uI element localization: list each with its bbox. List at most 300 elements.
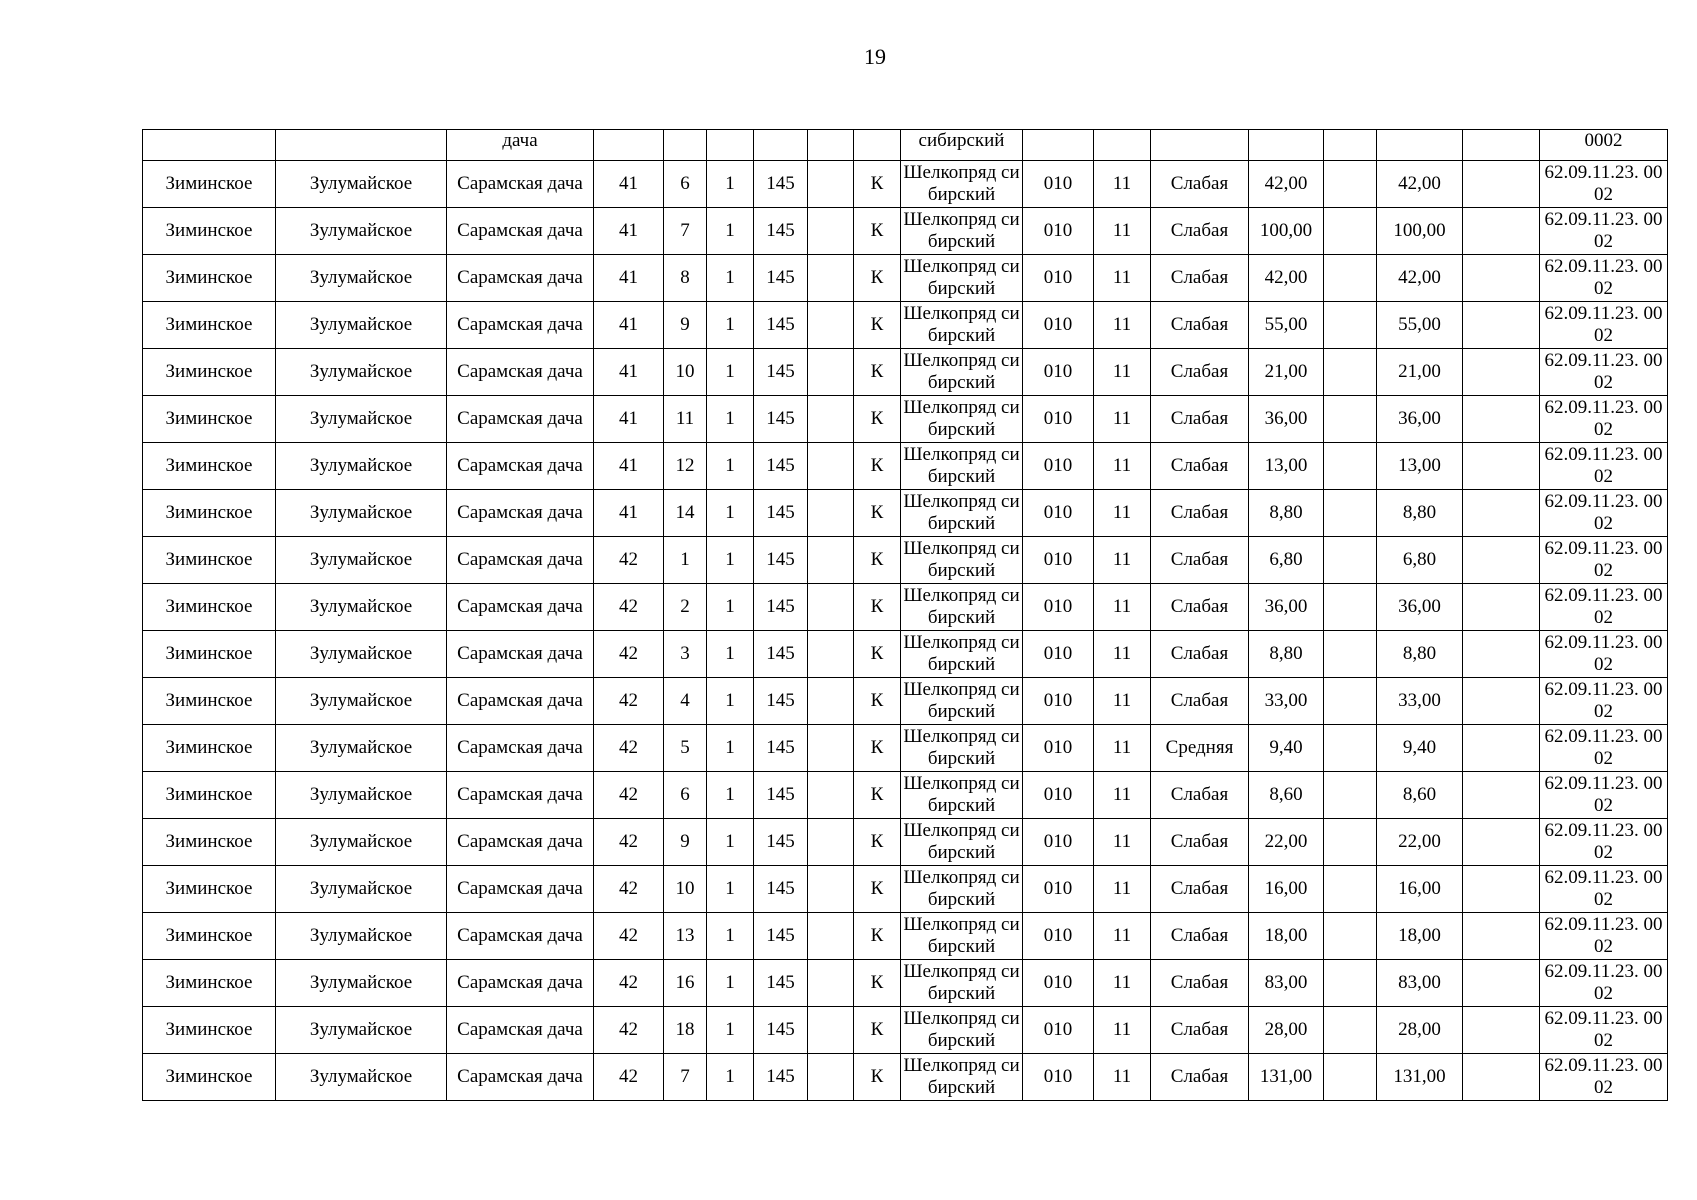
cell-section: 11 <box>664 396 707 443</box>
cell-quarter: 42 <box>594 631 664 678</box>
cell-area-total <box>1249 130 1324 161</box>
cell-record-number: 62.09.11.23. 0002 <box>1540 443 1668 490</box>
cell-code-145: 145 <box>754 584 808 631</box>
cell-dacha: Сарамская дача <box>447 725 594 772</box>
cell-code-010: 010 <box>1023 396 1094 443</box>
table-row <box>143 866 1668 913</box>
table-row <box>143 819 1668 866</box>
cell-area-affected: 36,00 <box>1377 584 1463 631</box>
cell-pest: Шелкопряд сибирский <box>901 866 1023 913</box>
cell-empty-2 <box>1324 537 1377 584</box>
cell-dacha: Сарамская дача <box>447 960 594 1007</box>
cell-forestry <box>276 130 447 161</box>
cell-forestry: Зулумайское <box>276 584 447 631</box>
cell-record-number: 62.09.11.23. 0002 <box>1540 1007 1668 1054</box>
table-row <box>143 678 1668 725</box>
cell-empty-3 <box>1463 302 1540 349</box>
cell-species: К <box>854 396 901 443</box>
cell-empty-1 <box>808 443 854 490</box>
cell-quarter <box>594 130 664 161</box>
cell-record-number: 62.09.11.23. 0002 <box>1540 772 1668 819</box>
cell-record-number: 62.09.11.23. 0002 <box>1540 396 1668 443</box>
cell-empty-2 <box>1324 130 1377 161</box>
cell-municipality: Зиминское <box>143 1054 276 1101</box>
cell-quarter: 41 <box>594 302 664 349</box>
cell-quarter: 41 <box>594 208 664 255</box>
cell-area-affected: 8,80 <box>1377 490 1463 537</box>
cell-code-145: 145 <box>754 161 808 208</box>
cell-area-affected: 13,00 <box>1377 443 1463 490</box>
cell-code-145: 145 <box>754 913 808 960</box>
cell-pest: Шелкопряд сибирский <box>901 208 1023 255</box>
cell-severity: Слабая <box>1151 584 1249 631</box>
cell-empty-1 <box>808 349 854 396</box>
cell-severity: Слабая <box>1151 960 1249 1007</box>
table-row <box>143 349 1668 396</box>
cell-section <box>664 130 707 161</box>
cell-area-total: 13,00 <box>1249 443 1324 490</box>
cell-empty-2 <box>1324 960 1377 1007</box>
cell-code-145: 145 <box>754 349 808 396</box>
cell-municipality: Зиминское <box>143 819 276 866</box>
cell-code-11: 11 <box>1094 678 1151 725</box>
cell-forestry: Зулумайское <box>276 866 447 913</box>
cell-dacha: Сарамская дача <box>447 161 594 208</box>
table-row <box>143 537 1668 584</box>
cell-area-total: 36,00 <box>1249 396 1324 443</box>
cell-area-total: 55,00 <box>1249 302 1324 349</box>
cell-section: 6 <box>664 161 707 208</box>
cell-empty-1 <box>808 913 854 960</box>
cell-section: 4 <box>664 678 707 725</box>
cell-record-number: 62.09.11.23. 0002 <box>1540 161 1668 208</box>
cell-code-010: 010 <box>1023 725 1094 772</box>
table-row <box>143 913 1668 960</box>
cell-empty-2 <box>1324 255 1377 302</box>
cell-dacha: Сарамская дача <box>447 678 594 725</box>
cell-code-11: 11 <box>1094 772 1151 819</box>
cell-forestry: Зулумайское <box>276 396 447 443</box>
cell-empty-3 <box>1463 161 1540 208</box>
cell-municipality: Зиминское <box>143 866 276 913</box>
cell-municipality: Зиминское <box>143 349 276 396</box>
cell-species <box>854 130 901 161</box>
cell-code-11: 11 <box>1094 725 1151 772</box>
cell-dacha: Сарамская дача <box>447 772 594 819</box>
cell-empty-3 <box>1463 208 1540 255</box>
cell-quarter: 41 <box>594 255 664 302</box>
cell-section: 6 <box>664 772 707 819</box>
cell-empty-1 <box>808 396 854 443</box>
cell-empty-3 <box>1463 866 1540 913</box>
cell-severity: Слабая <box>1151 349 1249 396</box>
cell-forestry: Зулумайское <box>276 537 447 584</box>
cell-code-010: 010 <box>1023 678 1094 725</box>
cell-dacha: Сарамская дача <box>447 1007 594 1054</box>
cell-subsection: 1 <box>707 208 754 255</box>
cell-code-010: 010 <box>1023 349 1094 396</box>
cell-code-010: 010 <box>1023 631 1094 678</box>
cell-subsection: 1 <box>707 161 754 208</box>
cell-severity: Средняя <box>1151 725 1249 772</box>
cell-empty-1 <box>808 302 854 349</box>
cell-empty-3 <box>1463 819 1540 866</box>
cell-pest: Шелкопряд сибирский <box>901 819 1023 866</box>
table-row <box>143 396 1668 443</box>
cell-quarter: 42 <box>594 772 664 819</box>
cell-subsection: 1 <box>707 819 754 866</box>
cell-severity <box>1151 130 1249 161</box>
table-row <box>143 490 1668 537</box>
cell-dacha: Сарамская дача <box>447 443 594 490</box>
cell-empty-1 <box>808 537 854 584</box>
cell-forestry: Зулумайское <box>276 772 447 819</box>
cell-code-11: 11 <box>1094 208 1151 255</box>
cell-municipality: Зиминское <box>143 302 276 349</box>
cell-record-number: 62.09.11.23. 0002 <box>1540 302 1668 349</box>
cell-area-affected: 42,00 <box>1377 161 1463 208</box>
cell-quarter: 41 <box>594 443 664 490</box>
cell-empty-2 <box>1324 1054 1377 1101</box>
cell-record-number: 62.09.11.23. 0002 <box>1540 255 1668 302</box>
cell-species: К <box>854 1054 901 1101</box>
table-row <box>143 1054 1668 1101</box>
table-row <box>143 208 1668 255</box>
cell-empty-1 <box>808 490 854 537</box>
cell-pest: Шелкопряд сибирский <box>901 1054 1023 1101</box>
cell-area-total: 83,00 <box>1249 960 1324 1007</box>
cell-empty-3 <box>1463 1054 1540 1101</box>
cell-code-11: 11 <box>1094 819 1151 866</box>
cell-code-010: 010 <box>1023 302 1094 349</box>
cell-empty-1 <box>808 1054 854 1101</box>
cell-municipality: Зиминское <box>143 255 276 302</box>
cell-code-010: 010 <box>1023 1054 1094 1101</box>
cell-area-total: 42,00 <box>1249 161 1324 208</box>
cell-subsection: 1 <box>707 678 754 725</box>
cell-pest: Шелкопряд сибирский <box>901 725 1023 772</box>
table-row <box>143 161 1668 208</box>
cell-municipality: Зиминское <box>143 537 276 584</box>
cell-pest: Шелкопряд сибирский <box>901 161 1023 208</box>
cell-severity: Слабая <box>1151 396 1249 443</box>
cell-quarter: 42 <box>594 725 664 772</box>
cell-species: К <box>854 772 901 819</box>
cell-municipality: Зиминское <box>143 396 276 443</box>
cell-species: К <box>854 913 901 960</box>
cell-pest: Шелкопряд сибирский <box>901 302 1023 349</box>
cell-code-11: 11 <box>1094 1054 1151 1101</box>
cell-pest: Шелкопряд сибирский <box>901 443 1023 490</box>
cell-pest: Шелкопряд сибирский <box>901 678 1023 725</box>
cell-empty-2 <box>1324 631 1377 678</box>
cell-subsection: 1 <box>707 772 754 819</box>
cell-record-number: 62.09.11.23. 0002 <box>1540 584 1668 631</box>
cell-area-affected: 9,40 <box>1377 725 1463 772</box>
cell-municipality: Зиминское <box>143 161 276 208</box>
cell-empty-1 <box>808 819 854 866</box>
cell-section: 2 <box>664 584 707 631</box>
cell-code-145: 145 <box>754 255 808 302</box>
cell-empty-2 <box>1324 584 1377 631</box>
cell-area-total: 9,40 <box>1249 725 1324 772</box>
cell-code-11: 11 <box>1094 537 1151 584</box>
cell-code-010: 010 <box>1023 819 1094 866</box>
cell-code-11: 11 <box>1094 302 1151 349</box>
cell-quarter: 42 <box>594 678 664 725</box>
cell-municipality: Зиминское <box>143 208 276 255</box>
cell-code-145: 145 <box>754 1054 808 1101</box>
cell-forestry: Зулумайское <box>276 725 447 772</box>
cell-forestry: Зулумайское <box>276 349 447 396</box>
cell-quarter: 42 <box>594 1007 664 1054</box>
cell-forestry: Зулумайское <box>276 208 447 255</box>
cell-section: 5 <box>664 725 707 772</box>
cell-code-11: 11 <box>1094 349 1151 396</box>
cell-empty-2 <box>1324 1007 1377 1054</box>
table-row <box>143 1007 1668 1054</box>
cell-subsection: 1 <box>707 1054 754 1101</box>
cell-area-affected: 131,00 <box>1377 1054 1463 1101</box>
cell-empty-1 <box>808 255 854 302</box>
cell-section: 18 <box>664 1007 707 1054</box>
cell-severity: Слабая <box>1151 819 1249 866</box>
cell-section: 14 <box>664 490 707 537</box>
cell-area-affected: 42,00 <box>1377 255 1463 302</box>
cell-subsection: 1 <box>707 255 754 302</box>
cell-severity: Слабая <box>1151 913 1249 960</box>
cell-dacha: Сарамская дача <box>447 490 594 537</box>
cell-dacha: Сарамская дача <box>447 537 594 584</box>
cell-record-number: 62.09.11.23. 0002 <box>1540 1054 1668 1101</box>
cell-dacha: дача <box>447 130 594 161</box>
cell-pest: Шелкопряд сибирский <box>901 913 1023 960</box>
cell-code-010: 010 <box>1023 208 1094 255</box>
cell-area-total: 42,00 <box>1249 255 1324 302</box>
cell-area-affected <box>1377 130 1463 161</box>
cell-area-total: 8,80 <box>1249 631 1324 678</box>
cell-code-145: 145 <box>754 1007 808 1054</box>
cell-municipality: Зиминское <box>143 913 276 960</box>
cell-code-010: 010 <box>1023 537 1094 584</box>
cell-quarter: 42 <box>594 913 664 960</box>
cell-empty-2 <box>1324 772 1377 819</box>
cell-code-11: 11 <box>1094 866 1151 913</box>
cell-code-11: 11 <box>1094 255 1151 302</box>
cell-area-affected: 33,00 <box>1377 678 1463 725</box>
cell-empty-1 <box>808 678 854 725</box>
cell-record-number: 62.09.11.23. 0002 <box>1540 866 1668 913</box>
cell-severity: Слабая <box>1151 208 1249 255</box>
cell-section: 3 <box>664 631 707 678</box>
cell-subsection <box>707 130 754 161</box>
cell-species: К <box>854 255 901 302</box>
cell-empty-2 <box>1324 349 1377 396</box>
cell-empty-3 <box>1463 396 1540 443</box>
cell-municipality: Зиминское <box>143 584 276 631</box>
cell-section: 1 <box>664 537 707 584</box>
cell-quarter: 42 <box>594 537 664 584</box>
cell-code-010: 010 <box>1023 1007 1094 1054</box>
cell-pest: Шелкопряд сибирский <box>901 490 1023 537</box>
cell-empty-3 <box>1463 443 1540 490</box>
cell-pest: Шелкопряд сибирский <box>901 396 1023 443</box>
cell-code-145: 145 <box>754 302 808 349</box>
cell-record-number: 0002 <box>1540 130 1668 161</box>
cell-empty-3 <box>1463 349 1540 396</box>
cell-section: 7 <box>664 1054 707 1101</box>
cell-code-010: 010 <box>1023 490 1094 537</box>
table-row <box>143 255 1668 302</box>
cell-pest: Шелкопряд сибирский <box>901 255 1023 302</box>
cell-subsection: 1 <box>707 302 754 349</box>
cell-species: К <box>854 819 901 866</box>
cell-empty-3 <box>1463 631 1540 678</box>
cell-species: К <box>854 161 901 208</box>
cell-record-number: 62.09.11.23. 0002 <box>1540 537 1668 584</box>
cell-dacha: Сарамская дача <box>447 631 594 678</box>
cell-dacha: Сарамская дача <box>447 584 594 631</box>
cell-area-affected: 21,00 <box>1377 349 1463 396</box>
table-row <box>143 725 1668 772</box>
cell-forestry: Зулумайское <box>276 443 447 490</box>
cell-species: К <box>854 1007 901 1054</box>
cell-forestry: Зулумайское <box>276 255 447 302</box>
cell-area-total: 36,00 <box>1249 584 1324 631</box>
cell-code-010: 010 <box>1023 866 1094 913</box>
cell-forestry: Зулумайское <box>276 960 447 1007</box>
cell-section: 12 <box>664 443 707 490</box>
cell-empty-2 <box>1324 678 1377 725</box>
cell-dacha: Сарамская дача <box>447 866 594 913</box>
cell-severity: Слабая <box>1151 772 1249 819</box>
cell-area-affected: 36,00 <box>1377 396 1463 443</box>
cell-subsection: 1 <box>707 443 754 490</box>
cell-area-affected: 6,80 <box>1377 537 1463 584</box>
cell-empty-1 <box>808 130 854 161</box>
cell-area-affected: 8,80 <box>1377 631 1463 678</box>
cell-species: К <box>854 725 901 772</box>
cell-empty-3 <box>1463 678 1540 725</box>
cell-code-145: 145 <box>754 960 808 1007</box>
table-row <box>143 772 1668 819</box>
cell-empty-3 <box>1463 584 1540 631</box>
cell-code-11: 11 <box>1094 960 1151 1007</box>
cell-empty-3 <box>1463 913 1540 960</box>
cell-record-number: 62.09.11.23. 0002 <box>1540 913 1668 960</box>
cell-forestry: Зулумайское <box>276 631 447 678</box>
cell-area-total: 18,00 <box>1249 913 1324 960</box>
cell-area-total: 131,00 <box>1249 1054 1324 1101</box>
cell-area-affected: 18,00 <box>1377 913 1463 960</box>
cell-dacha: Сарамская дача <box>447 1054 594 1101</box>
cell-code-145: 145 <box>754 443 808 490</box>
cell-quarter: 41 <box>594 161 664 208</box>
cell-subsection: 1 <box>707 913 754 960</box>
cell-empty-1 <box>808 208 854 255</box>
cell-severity: Слабая <box>1151 302 1249 349</box>
cell-code-145 <box>754 130 808 161</box>
cell-area-total: 28,00 <box>1249 1007 1324 1054</box>
cell-code-010: 010 <box>1023 960 1094 1007</box>
cell-forestry: Зулумайское <box>276 161 447 208</box>
cell-empty-2 <box>1324 208 1377 255</box>
cell-species: К <box>854 302 901 349</box>
cell-empty-3 <box>1463 537 1540 584</box>
cell-code-11: 11 <box>1094 584 1151 631</box>
cell-record-number: 62.09.11.23. 0002 <box>1540 960 1668 1007</box>
table-row <box>143 302 1668 349</box>
cell-section: 8 <box>664 255 707 302</box>
cell-record-number: 62.09.11.23. 0002 <box>1540 490 1668 537</box>
cell-empty-3 <box>1463 725 1540 772</box>
cell-area-total: 22,00 <box>1249 819 1324 866</box>
cell-record-number: 62.09.11.23. 0002 <box>1540 631 1668 678</box>
cell-subsection: 1 <box>707 349 754 396</box>
cell-species: К <box>854 208 901 255</box>
cell-quarter: 42 <box>594 866 664 913</box>
cell-subsection: 1 <box>707 725 754 772</box>
cell-subsection: 1 <box>707 631 754 678</box>
cell-area-total: 16,00 <box>1249 866 1324 913</box>
cell-quarter: 42 <box>594 584 664 631</box>
cell-empty-3 <box>1463 960 1540 1007</box>
cell-code-010: 010 <box>1023 584 1094 631</box>
cell-quarter: 41 <box>594 396 664 443</box>
cell-quarter: 42 <box>594 960 664 1007</box>
cell-code-11: 11 <box>1094 443 1151 490</box>
cell-section: 13 <box>664 913 707 960</box>
cell-empty-1 <box>808 772 854 819</box>
cell-subsection: 1 <box>707 490 754 537</box>
cell-code-145: 145 <box>754 537 808 584</box>
cell-severity: Слабая <box>1151 490 1249 537</box>
cell-code-145: 145 <box>754 678 808 725</box>
cell-municipality <box>143 130 276 161</box>
cell-code-145: 145 <box>754 396 808 443</box>
cell-species: К <box>854 584 901 631</box>
cell-area-affected: 22,00 <box>1377 819 1463 866</box>
cell-subsection: 1 <box>707 960 754 1007</box>
cell-empty-1 <box>808 161 854 208</box>
cell-pest: Шелкопряд сибирский <box>901 537 1023 584</box>
cell-dacha: Сарамская дача <box>447 208 594 255</box>
table-row <box>143 443 1668 490</box>
cell-species: К <box>854 866 901 913</box>
cell-code-010: 010 <box>1023 443 1094 490</box>
cell-code-145: 145 <box>754 725 808 772</box>
page-number: 19 <box>864 44 886 69</box>
cell-code-010: 010 <box>1023 772 1094 819</box>
cell-subsection: 1 <box>707 584 754 631</box>
cell-subsection: 1 <box>707 1007 754 1054</box>
cell-severity: Слабая <box>1151 1007 1249 1054</box>
cell-forestry: Зулумайское <box>276 1054 447 1101</box>
cell-species: К <box>854 960 901 1007</box>
cell-code-145: 145 <box>754 866 808 913</box>
cell-severity: Слабая <box>1151 255 1249 302</box>
cell-section: 16 <box>664 960 707 1007</box>
table-body <box>143 130 1668 1101</box>
cell-municipality: Зиминское <box>143 443 276 490</box>
cell-section: 10 <box>664 349 707 396</box>
cell-dacha: Сарамская дача <box>447 819 594 866</box>
cell-empty-2 <box>1324 302 1377 349</box>
cell-dacha: Сарамская дача <box>447 349 594 396</box>
cell-species: К <box>854 490 901 537</box>
cell-species: К <box>854 443 901 490</box>
cell-empty-2 <box>1324 725 1377 772</box>
